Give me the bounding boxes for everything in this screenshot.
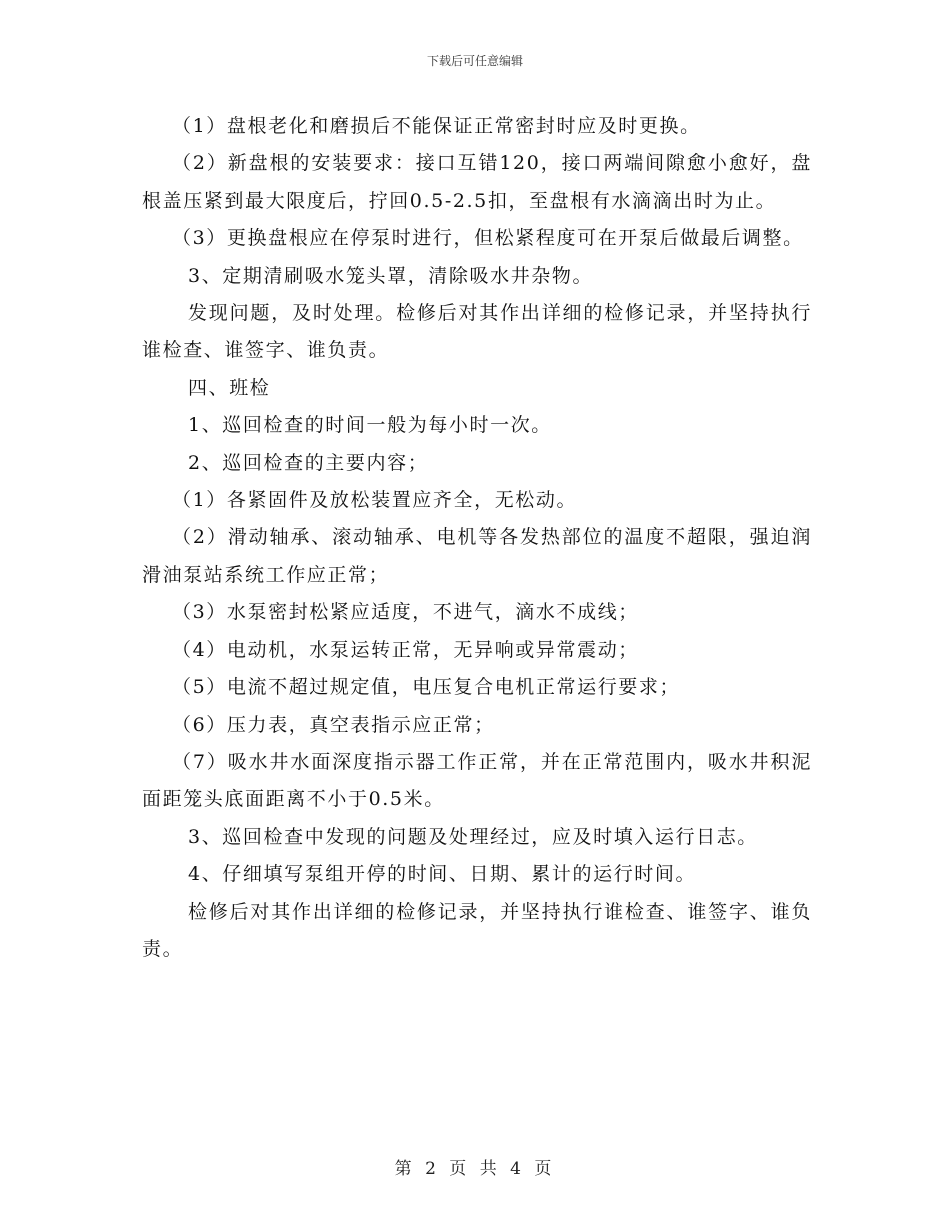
paragraph: （7）吸水井水面深度指示器工作正常，并在正常范围内，吸水井积泥面距笼头底面距离不小于0.5米。 bbox=[142, 750, 812, 811]
paragraph: 发现问题，及时处理。检修后对其作出详细的检修记录，并坚持执行谁检查、谁签字、谁负责。 bbox=[142, 302, 812, 362]
section-heading: 四、班检 bbox=[188, 376, 271, 399]
paragraph: （1）盘根老化和磨损后不能保证正常密封时应及时更换。 bbox=[172, 115, 701, 137]
paragraph: （2）新盘根的安装要求：接口互错120，接口两端间隙愈小愈好，盘根盖压紧到最大限度后，拧回0.5-2.5扣，至盘根有水滴滴出时为止。 bbox=[142, 152, 812, 212]
document-body bbox=[142, 108, 812, 968]
paragraph: 2、巡回检查的主要内容； bbox=[188, 451, 429, 474]
paragraph: 3、定期清刷吸水笼头罩，清除吸水井杂物。 bbox=[188, 264, 594, 287]
paragraph: （5）电流不超过规定值，电压复合电机正常运行要求； bbox=[172, 676, 681, 699]
page-number-footer: 第 2 页 共 4 页 bbox=[394, 1159, 556, 1179]
paragraph: 1、巡回检查的时间一般为每小时一次。 bbox=[188, 414, 552, 437]
paragraph: （6）压力表，真空表指示应正常； bbox=[172, 713, 495, 736]
page-header-note: 下载后可任意编辑 bbox=[426, 54, 523, 68]
paragraph: （2）滑动轴承、滚动轴承、电机等各发热部位的温度不超限，强迫润滑油泵站系统工作应正常； bbox=[142, 526, 812, 586]
paragraph: 3、巡回检查中发现的问题及处理经过，应及时填入运行日志。 bbox=[188, 825, 758, 848]
paragraph: 检修后对其作出详细的检修记录，并坚持执行谁检查、谁签字、谁负责。 bbox=[142, 900, 812, 960]
paragraph: （3）水泵密封松紧应适度，不进气，滴水不成线； bbox=[172, 601, 639, 624]
paragraph: （4）电动机，水泵运转正常，无异响或异常震动； bbox=[172, 638, 639, 661]
paragraph: 4、仔细填写泵组开停的时间、日期、累计的运行时间。 bbox=[188, 863, 697, 886]
paragraph: （1）各紧固件及放松装置应齐全，无松动。 bbox=[172, 489, 578, 512]
paragraph: （3）更换盘根应在停泵时进行，但松紧程度可在开泵后做最后调整。 bbox=[172, 227, 804, 250]
